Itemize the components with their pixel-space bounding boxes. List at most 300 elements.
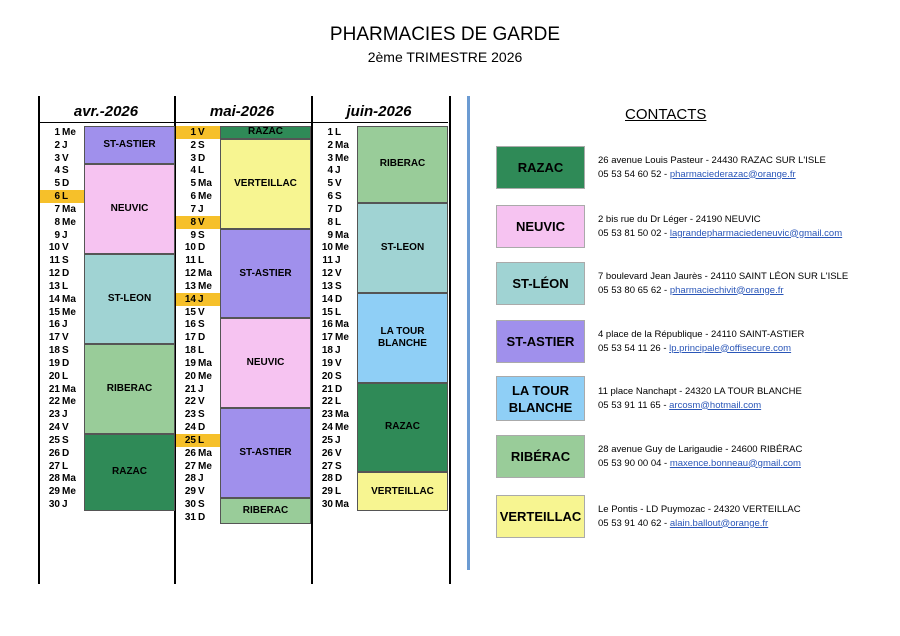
duty-block-label: NEUVIC <box>246 357 285 369</box>
day-weekday: V <box>198 486 205 498</box>
day-weekday: J <box>335 345 341 357</box>
day-weekday: S <box>62 345 69 357</box>
day-weekday: J <box>198 383 204 395</box>
day-number: 10 <box>321 242 333 254</box>
contact-name-box <box>496 262 585 305</box>
day-row <box>176 408 220 421</box>
day-number: 4 <box>327 165 333 177</box>
day-row <box>40 177 84 190</box>
day-weekday: J <box>335 255 341 267</box>
contact-phone: 05 53 54 60 52 - <box>598 168 670 180</box>
day-number: 30 <box>184 499 196 511</box>
contact-details <box>598 270 848 298</box>
day-weekday: Me <box>62 486 76 498</box>
day-row <box>176 293 220 306</box>
contact-address: 28 avenue Guy de Larigaudie - 24600 RIBÉRAC <box>598 443 803 455</box>
contact-name-box <box>496 376 585 421</box>
day-row <box>176 383 220 396</box>
day-number: 1 <box>327 127 333 138</box>
duty-block <box>84 344 175 434</box>
day-number: 4 <box>190 165 196 177</box>
day-row <box>313 318 357 331</box>
day-weekday: Me <box>62 396 76 408</box>
day-number: 19 <box>321 357 333 369</box>
page-title: PHARMACIES DE GARDE <box>329 24 561 45</box>
day-weekday: L <box>198 165 205 177</box>
duty-block-label: RIBERAC <box>379 158 426 170</box>
contact-phone: 05 53 80 65 62 - <box>598 284 670 296</box>
contact-name-box <box>496 320 585 363</box>
day-weekday: S <box>335 191 342 203</box>
contact-phone-line <box>598 342 804 356</box>
duty-block-label: ST-ASTIER <box>103 139 156 151</box>
duty-block <box>357 126 448 203</box>
day-row <box>176 203 220 216</box>
day-number: 18 <box>184 345 196 357</box>
duty-block <box>357 472 448 510</box>
day-row <box>40 190 84 203</box>
day-row <box>40 152 84 165</box>
day-weekday: Ma <box>62 293 76 305</box>
day-row <box>176 318 220 331</box>
day-row <box>40 460 84 473</box>
day-row <box>40 216 84 229</box>
day-number: 21 <box>321 383 333 395</box>
day-row <box>176 472 220 485</box>
day-row <box>40 408 84 421</box>
day-number: 11 <box>322 255 333 267</box>
day-row <box>176 126 220 139</box>
duty-block-label: ST-LEON <box>380 241 425 253</box>
contact-name: ST-ASTIER <box>506 334 575 349</box>
day-weekday: L <box>335 127 342 138</box>
contact-phone-line <box>598 168 826 182</box>
day-row <box>313 164 357 177</box>
contact-phone: 05 53 91 11 65 - <box>598 399 670 411</box>
separator-line <box>467 96 470 570</box>
day-row <box>313 177 357 190</box>
contact-name: LA TOUR BLANCHE <box>508 382 573 415</box>
day-weekday: L <box>335 486 342 498</box>
day-row <box>40 267 84 280</box>
day-row <box>176 216 220 229</box>
day-number: 16 <box>184 319 196 331</box>
day-row <box>313 139 357 152</box>
day-row <box>313 267 357 280</box>
contact-details <box>598 328 804 356</box>
day-number: 8 <box>327 216 333 228</box>
duty-block-label: ST-ASTIER <box>239 267 292 279</box>
day-number: 23 <box>321 409 333 421</box>
day-row <box>40 139 84 152</box>
day-row <box>313 216 357 229</box>
day-number: 30 <box>48 499 60 511</box>
day-row <box>40 126 84 139</box>
day-number: 11 <box>49 255 60 267</box>
day-row <box>313 126 357 139</box>
day-row <box>313 152 357 165</box>
day-row <box>40 472 84 485</box>
day-number: 5 <box>54 178 60 190</box>
day-weekday: J <box>62 319 68 331</box>
contact-phone-line <box>598 284 848 298</box>
day-row <box>40 254 84 267</box>
day-weekday: V <box>198 396 205 408</box>
header-rule <box>174 122 311 123</box>
day-row <box>176 241 220 254</box>
day-row <box>313 472 357 485</box>
day-number: 6 <box>54 191 60 203</box>
day-weekday: S <box>62 255 69 267</box>
day-row <box>40 447 84 460</box>
day-row <box>176 370 220 383</box>
contact-details <box>598 503 801 531</box>
day-row <box>40 370 84 383</box>
day-number: 23 <box>184 409 196 421</box>
day-weekday: L <box>62 460 69 472</box>
contacts-title: CONTACTS <box>625 106 707 123</box>
day-number: 28 <box>184 473 196 485</box>
day-number: 27 <box>321 460 333 472</box>
day-weekday: D <box>62 357 70 369</box>
day-weekday: Me <box>198 460 212 472</box>
day-weekday: Ma <box>198 357 212 369</box>
day-row <box>40 318 84 331</box>
contact-phone: 05 53 91 40 62 - <box>598 517 670 529</box>
day-row <box>176 344 220 357</box>
day-number: 5 <box>190 178 196 190</box>
day-row <box>40 280 84 293</box>
contact-name: RIBÉRAC <box>510 449 571 464</box>
day-weekday: L <box>335 306 342 318</box>
day-row <box>40 229 84 242</box>
day-weekday: J <box>198 203 204 215</box>
duty-block <box>357 293 448 383</box>
day-weekday: S <box>198 499 205 511</box>
duty-block <box>357 203 448 293</box>
day-weekday: V <box>62 422 69 434</box>
contact-email-link[interactable]: lp.principale@offisecure.com <box>669 342 792 354</box>
day-number: 3 <box>190 152 196 164</box>
contact-name: VERTEILLAC <box>499 509 582 524</box>
day-weekday: J <box>198 293 204 305</box>
month-header: juin-2026 <box>346 103 412 120</box>
day-number: 18 <box>321 345 333 357</box>
contact-address: Le Pontis - LD Puymozac - 24320 VERTEILLAC <box>598 503 801 515</box>
day-number: 21 <box>48 383 60 395</box>
day-row <box>313 421 357 434</box>
day-weekday: V <box>198 306 205 318</box>
contact-email-link[interactable]: alain.ballout@orange.fr <box>669 517 769 529</box>
contact-email-link[interactable]: arcosm@hotmail.com <box>669 399 762 411</box>
day-weekday: D <box>198 332 206 344</box>
day-number: 6 <box>190 191 196 203</box>
day-row <box>313 408 357 421</box>
contact-phone: 05 53 54 11 26 - <box>598 342 670 354</box>
duty-block-label: NEUVIC <box>110 203 149 215</box>
day-weekday: V <box>198 216 205 228</box>
day-number: 30 <box>321 499 333 511</box>
day-number: 23 <box>48 409 60 421</box>
day-row <box>40 421 84 434</box>
day-weekday: Ma <box>335 229 349 241</box>
duty-block <box>220 498 311 524</box>
day-row <box>313 460 357 473</box>
day-row <box>176 267 220 280</box>
day-row <box>40 395 84 408</box>
day-weekday: S <box>62 434 69 446</box>
day-number: 9 <box>54 229 60 241</box>
day-weekday: Me <box>335 152 349 164</box>
day-weekday: D <box>335 293 343 305</box>
day-weekday: J <box>62 139 68 151</box>
day-number: 10 <box>48 242 60 254</box>
day-weekday: S <box>335 280 342 292</box>
header-rule <box>38 122 175 123</box>
day-row <box>40 434 84 447</box>
duty-block <box>84 254 175 344</box>
day-row <box>313 241 357 254</box>
day-number: 18 <box>48 345 60 357</box>
day-weekday: Me <box>335 332 349 344</box>
duty-block <box>84 164 175 254</box>
day-number: 26 <box>48 447 60 459</box>
day-row <box>313 344 357 357</box>
contact-phone-line <box>598 517 801 531</box>
day-number: 24 <box>184 422 196 434</box>
day-row <box>176 177 220 190</box>
day-number: 21 <box>184 383 196 395</box>
day-row <box>313 306 357 319</box>
day-weekday: V <box>62 332 69 344</box>
day-number: 28 <box>321 473 333 485</box>
contact-email-link[interactable]: lagrandepharmaciedeneuvic@gmail.com <box>669 227 843 239</box>
day-number: 24 <box>321 422 333 434</box>
day-row <box>40 293 84 306</box>
day-number: 14 <box>184 293 196 305</box>
day-weekday: D <box>335 383 343 395</box>
day-weekday: L <box>198 345 205 357</box>
day-weekday: L <box>62 191 69 203</box>
month-header: avr.-2026 <box>73 103 139 120</box>
day-row <box>40 485 84 498</box>
day-number: 6 <box>327 191 333 203</box>
day-number: 22 <box>184 396 196 408</box>
day-weekday: V <box>335 178 342 190</box>
day-weekday: L <box>335 396 342 408</box>
contact-details <box>598 443 802 471</box>
contact-phone: 05 53 90 00 04 - <box>598 457 670 469</box>
contact-phone: 05 53 81 50 02 - <box>598 227 670 239</box>
day-weekday: D <box>198 511 206 523</box>
day-number: 25 <box>321 434 333 446</box>
day-number: 2 <box>190 139 196 151</box>
day-number: 28 <box>48 473 60 485</box>
day-number: 9 <box>327 229 333 241</box>
day-number: 12 <box>184 268 196 280</box>
day-number: 14 <box>321 293 333 305</box>
day-number: 1 <box>54 127 60 138</box>
day-number: 2 <box>54 139 60 151</box>
day-number: 3 <box>54 152 60 164</box>
day-weekday: J <box>198 473 204 485</box>
day-weekday: Ma <box>335 139 349 151</box>
contact-details <box>598 213 842 241</box>
contact-address: 4 place de la République - 24110 SAINT-ASTIER <box>598 328 805 340</box>
day-weekday: D <box>335 203 343 215</box>
day-number: 27 <box>184 460 196 472</box>
day-weekday: D <box>198 242 206 254</box>
day-number: 8 <box>54 216 60 228</box>
contact-name-box <box>496 495 585 538</box>
day-number: 26 <box>184 447 196 459</box>
day-number: 24 <box>48 422 60 434</box>
day-row <box>176 139 220 152</box>
day-number: 17 <box>48 332 60 344</box>
day-weekday: S <box>62 165 69 177</box>
day-number: 3 <box>327 152 333 164</box>
page-subtitle: 2ème TRIMESTRE 2026 <box>367 49 523 65</box>
day-row <box>40 241 84 254</box>
duty-block-label: ST-LEON <box>107 293 152 305</box>
day-row <box>40 344 84 357</box>
day-row <box>176 460 220 473</box>
duty-block <box>84 126 175 164</box>
day-weekday: D <box>62 178 70 190</box>
day-number: 12 <box>321 268 333 280</box>
day-row <box>313 447 357 460</box>
day-weekday: Me <box>62 127 76 138</box>
day-row <box>176 164 220 177</box>
day-row <box>313 280 357 293</box>
day-number: 29 <box>321 486 333 498</box>
day-weekday: Ma <box>62 383 76 395</box>
day-number: 16 <box>321 319 333 331</box>
day-weekday: Ma <box>198 268 212 280</box>
duty-block-label: RAZAC <box>248 126 283 138</box>
contact-name: RAZAC <box>517 160 564 175</box>
day-number: 15 <box>184 306 196 318</box>
contact-name: NEUVIC <box>515 219 566 234</box>
day-weekday: V <box>335 268 342 280</box>
day-weekday: Me <box>62 306 76 318</box>
day-row <box>40 203 84 216</box>
day-weekday: D <box>198 422 206 434</box>
contact-name-box <box>496 146 585 189</box>
contact-email-link[interactable]: maxence.bonneau@gmail.com <box>669 457 801 469</box>
duty-block <box>220 126 311 139</box>
contact-email-link[interactable]: pharmaciederazac@orange.fr <box>669 168 796 180</box>
day-number: 7 <box>190 203 196 215</box>
day-number: 15 <box>48 306 60 318</box>
day-row <box>313 190 357 203</box>
day-row <box>176 306 220 319</box>
day-number: 17 <box>184 332 196 344</box>
day-row <box>40 164 84 177</box>
contact-details <box>598 385 802 413</box>
duty-block <box>84 434 175 511</box>
day-weekday: Ma <box>62 473 76 485</box>
day-number: 22 <box>48 396 60 408</box>
day-row <box>40 498 84 511</box>
day-number: 27 <box>48 460 60 472</box>
day-weekday: J <box>62 409 68 421</box>
day-number: 13 <box>321 280 333 292</box>
day-weekday: S <box>335 370 342 382</box>
day-number: 20 <box>184 370 196 382</box>
day-weekday: L <box>62 370 69 382</box>
day-weekday: V <box>198 127 205 138</box>
day-row <box>40 357 84 370</box>
day-weekday: V <box>62 152 69 164</box>
day-weekday: J <box>335 434 341 446</box>
day-row <box>40 331 84 344</box>
contact-address: 11 place Nanchapt - 24320 LA TOUR BLANCHE <box>598 385 802 397</box>
day-number: 13 <box>48 280 60 292</box>
day-row <box>176 229 220 242</box>
day-weekday: Me <box>335 422 349 434</box>
day-number: 12 <box>48 268 60 280</box>
day-row <box>176 395 220 408</box>
day-weekday: Ma <box>198 178 212 190</box>
day-weekday: V <box>335 357 342 369</box>
day-number: 7 <box>327 203 333 215</box>
day-number: 7 <box>54 203 60 215</box>
day-weekday: Ma <box>335 319 349 331</box>
duty-block-label: ST-ASTIER <box>239 447 292 459</box>
duty-block-label: RIBERAC <box>242 504 289 516</box>
day-weekday: L <box>62 280 69 292</box>
day-weekday: V <box>62 242 69 254</box>
contact-address: 2 bis rue du Dr Léger - 24190 NEUVIC <box>598 213 761 225</box>
day-weekday: Me <box>335 242 349 254</box>
day-number: 25 <box>48 434 60 446</box>
contact-details <box>598 154 826 182</box>
day-weekday: D <box>62 447 70 459</box>
day-weekday: S <box>335 460 342 472</box>
day-row <box>176 331 220 344</box>
day-row <box>313 331 357 344</box>
day-row <box>313 370 357 383</box>
day-number: 31 <box>184 511 196 523</box>
day-weekday: Ma <box>62 203 76 215</box>
contact-email-link[interactable]: pharmaciechivit@orange.fr <box>669 284 784 296</box>
day-row <box>40 383 84 396</box>
duty-block <box>220 139 311 229</box>
day-weekday: Me <box>62 216 76 228</box>
contact-phone-line <box>598 399 802 413</box>
day-row <box>313 203 357 216</box>
day-row <box>176 280 220 293</box>
duty-block-label: RAZAC <box>112 466 147 478</box>
day-weekday: Me <box>198 370 212 382</box>
day-row <box>313 485 357 498</box>
day-number: 22 <box>321 396 333 408</box>
day-weekday: V <box>335 447 342 459</box>
day-number: 11 <box>185 255 196 267</box>
day-row <box>176 434 220 447</box>
day-weekday: J <box>62 229 68 241</box>
contact-phone-line <box>598 457 802 471</box>
duty-block <box>220 408 311 498</box>
day-weekday: Ma <box>335 499 349 511</box>
day-weekday: S <box>198 319 205 331</box>
day-number: 16 <box>48 319 60 331</box>
day-number: 19 <box>184 357 196 369</box>
contact-phone-line <box>598 227 842 241</box>
contact-address: 7 boulevard Jean Jaurès - 24110 SAINT LÉON SUR L'ISLE <box>598 270 849 282</box>
day-number: 5 <box>327 178 333 190</box>
